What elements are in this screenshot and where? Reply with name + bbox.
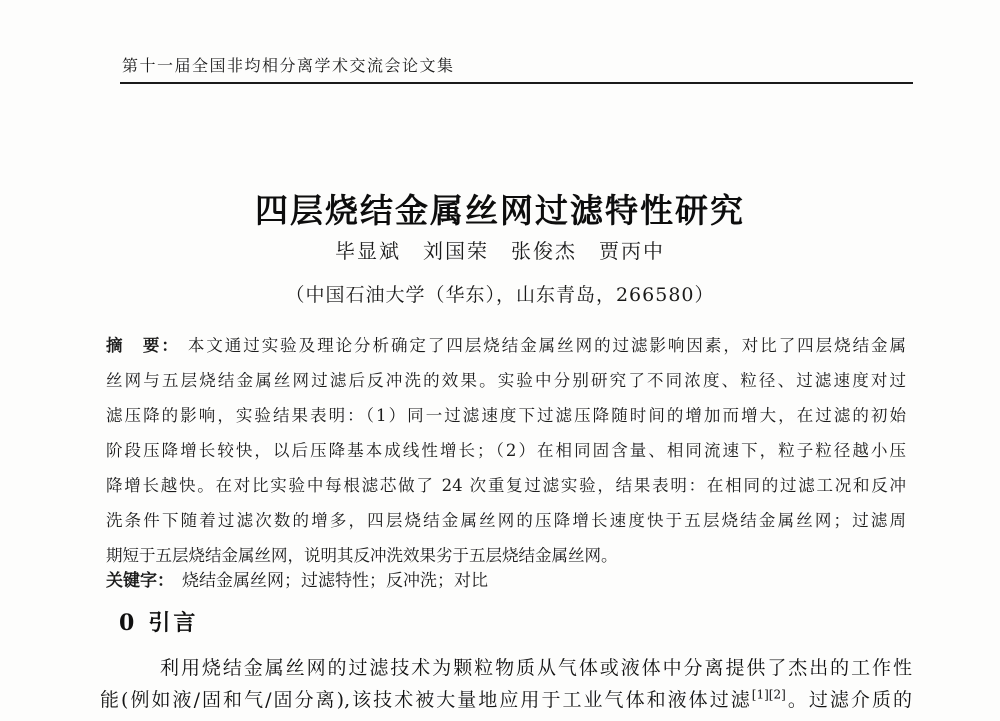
keywords-row: [106, 566, 906, 596]
abstract-text: 本文通过实验及理论分析确定了四层烧结金属丝网的过滤影响因素，对比了四层烧结金属: [187, 336, 907, 355]
citation-marker: [1][2]: [751, 687, 786, 702]
header-rule: [120, 82, 913, 84]
section-heading-introduction: [119, 606, 198, 637]
abstract-line: 洗条件下随着过滤次数的增多，四层烧结金属丝网的压降增长速度快于五层烧结金属丝网；过滤周: [106, 511, 906, 530]
abstract-line: 滤压降的影响，实验结果表明：（1）同一过滤速度下过滤压降随时间的增加而增大，在过滤的初始: [106, 406, 906, 425]
abstract-line: 丝网与五层烧结金属丝网过滤后反冲洗的效果。实验中分别研究了不同浓度、粒径、过滤速度对过: [106, 371, 906, 390]
running-head: 第十一届全国非均相分离学术交流会论文集: [122, 56, 455, 75]
keywords-text: 烧结金属丝网；过滤特性；反冲洗；对比: [182, 571, 488, 591]
body-text-segment: 。过滤介质的: [785, 689, 912, 711]
abstract-block: [106, 328, 906, 573]
section-title: 引言: [148, 611, 199, 636]
keywords-label: 关键字：: [106, 571, 174, 591]
section-number: 0: [119, 610, 135, 636]
body-line: 利用烧结金属丝网的过滤技术为颗粒物质从气体或液体中分离提供了杰出的工作性: [160, 657, 912, 679]
affiliation: （中国石油大学（华东），山东青岛，266580）: [285, 284, 715, 306]
author-list: 毕显斌 刘国荣 张俊杰 贾丙中: [335, 239, 665, 263]
body-text-segment: 能(例如液/固和气/固分离),该技术被大量地应用于工业气体和液体过滤: [100, 689, 752, 711]
abstract-label: 摘 要：: [106, 336, 180, 355]
abstract-line: 阶段压降增长较快，以后压降基本成线性增长；（2）在相同固含量、相同流速下，粒子粒径越小压: [106, 441, 906, 460]
abstract-line: [106, 328, 906, 363]
introduction-paragraph: [100, 652, 912, 716]
paper-title: 四层烧结金属丝网过滤特性研究: [255, 191, 745, 231]
abstract-line: 期短于五层烧结金属丝网，说明其反冲洗效果劣于五层烧结金属丝网。: [106, 546, 618, 565]
body-line: [100, 684, 912, 716]
abstract-line: 降增长越快。在对比实验中每根滤芯做了 24 次重复过滤实验，结果表明：在相同的过滤工况和反冲: [106, 476, 906, 495]
